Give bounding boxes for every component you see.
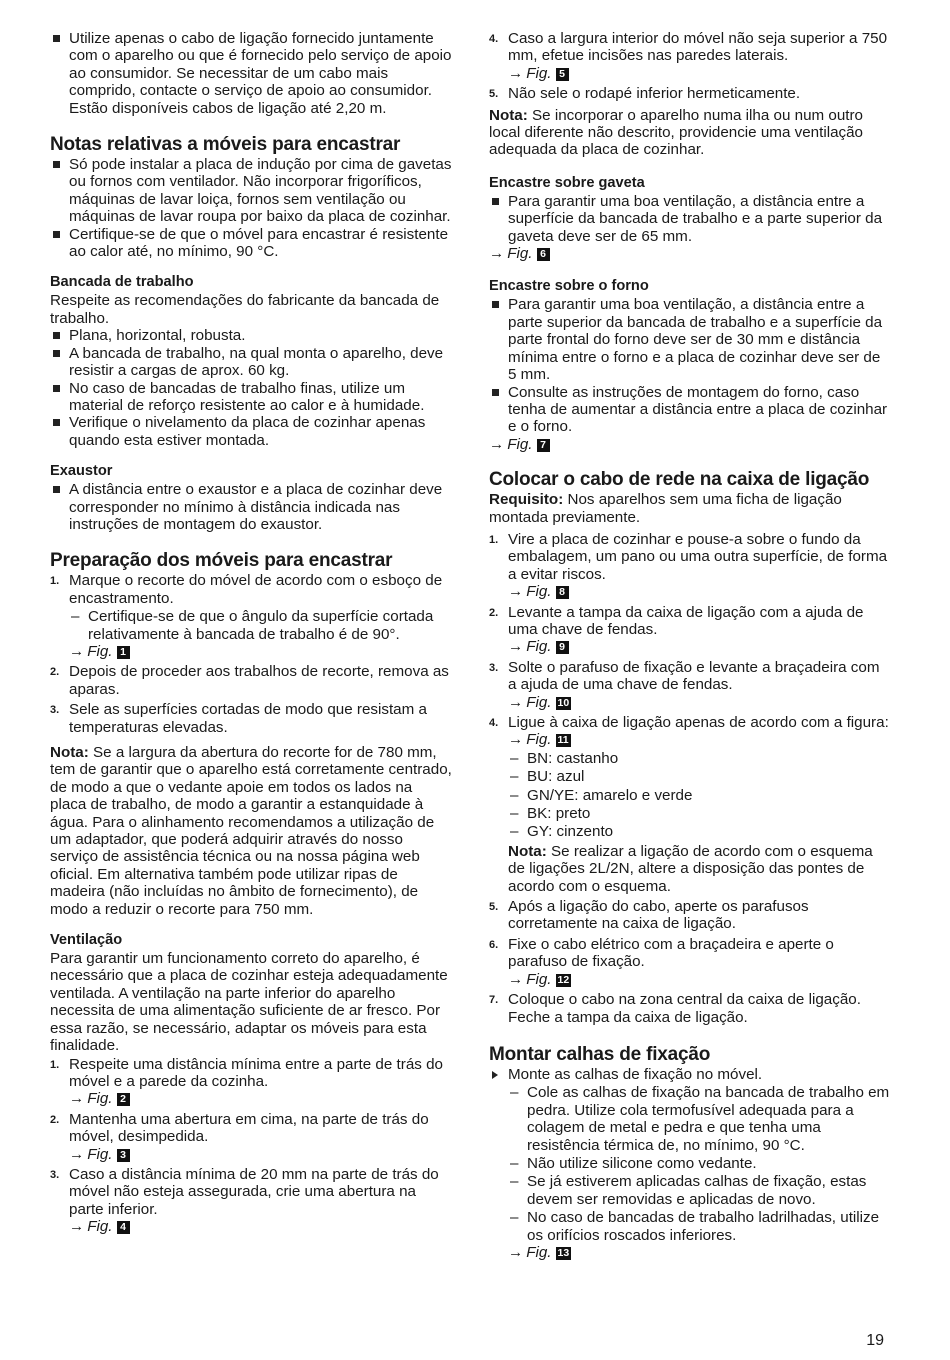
step — [489, 30, 891, 82]
figure-label: Fig. — [507, 245, 533, 263]
section-title: Notas relativas a móveis para encastrar — [50, 134, 401, 156]
section-forno — [489, 278, 891, 453]
wire-list — [508, 750, 891, 841]
figure-label: Fig. — [87, 1090, 113, 1108]
figure-ref — [489, 436, 891, 453]
step — [489, 991, 891, 1026]
left-column — [50, 30, 452, 1236]
figure-ref — [69, 1218, 452, 1235]
arrow-icon: → — [69, 1090, 85, 1108]
paragraph: Respeite as recomendações do fabricante da bancada de trabalho. — [50, 292, 440, 327]
note-label: Nota: — [50, 744, 89, 761]
step-text: Caso a largura interior do móvel não seja superior a 750 mm, efetue incisões nas paredes laterais. — [508, 30, 888, 65]
arrow-icon: → — [69, 1145, 85, 1163]
arrow-icon: → — [508, 970, 524, 988]
figure-number: 5 — [556, 68, 569, 81]
step — [50, 701, 452, 736]
figure-label: Fig. — [526, 731, 552, 749]
step-list — [50, 572, 452, 736]
arrow-icon: → — [508, 693, 524, 711]
step-number: 1. — [50, 575, 60, 588]
step-number: 7. — [489, 994, 499, 1007]
requirement-text: Nos aparelhos sem uma ficha de ligação montada previamente. — [489, 491, 842, 526]
bullet-list — [489, 193, 891, 245]
step — [489, 659, 891, 711]
step-list — [489, 30, 891, 103]
figure-ref — [69, 643, 452, 660]
step — [489, 936, 891, 988]
section-exaustor — [50, 463, 452, 533]
dash-item: – Certifique-se de que o ângulo da superfície cortada relativamente à bancada de trabalho é de 90°. — [69, 608, 452, 643]
paragraph: Para garantir um funcionamento correto do aparelho, é necessário que a placa de cozinhar esteja adequadamente ventilada. A ventilação na parte inferior do aparelho necessita de uma alimentação suficiente de ar fresco. Por essa razão, se necessário, adaptar os móveis para esta finalidade. — [50, 950, 448, 1055]
figure-ref — [508, 638, 891, 655]
figure-number: 13 — [557, 1246, 570, 1259]
step-text: Solte o parafuso de fixação e levante a braçadeira com a ajuda de uma chave de fendas. — [508, 658, 880, 694]
note-label: Nota: — [508, 842, 547, 860]
intro-list — [50, 30, 452, 117]
figure-number: 3 — [117, 1149, 130, 1162]
section-gaveta — [489, 175, 891, 263]
bullet-list — [489, 296, 891, 435]
list-item: Certifique-se de que o móvel para encastrar é resistente ao calor até, no mínimo, 90 °C. — [50, 226, 452, 261]
step-text: Marque o recorte do móvel de acordo com o esboço de encastramento. — [69, 572, 443, 607]
note — [50, 744, 452, 918]
step-text: Mantenha uma abertura em cima, na parte de trás do móvel, desimpedida. — [69, 1110, 429, 1146]
list-item: Para garantir uma boa ventilação, a distância entre a superfície da bancada de trabalho e a parte superior da gaveta deve ser de 65 mm. — [489, 193, 891, 245]
step-list — [489, 531, 891, 1026]
section-title: Colocar o cabo de rede na caixa de ligação — [489, 469, 870, 491]
arrow-icon: → — [69, 1218, 85, 1236]
figure-label: Fig. — [526, 64, 552, 82]
bullet-list — [50, 156, 452, 260]
section-preparacao — [50, 550, 452, 918]
step — [50, 1166, 452, 1236]
step-number: 1. — [50, 1058, 60, 1071]
note — [508, 843, 891, 895]
requirement-label: Requisito: — [489, 491, 564, 509]
step-text: Levante a tampa da caixa de ligação com a ajuda de uma chave de fendas. — [508, 603, 864, 638]
action-list — [489, 1066, 891, 1261]
dash-item: – Não utilize silicone como vedante. — [508, 1155, 891, 1172]
subsection-title: Encastre sobre o forno — [489, 278, 649, 295]
action-item — [489, 1066, 891, 1261]
figure-number: 1 — [117, 646, 130, 659]
step-number: 4. — [489, 33, 499, 45]
section-title: Montar calhas de fixação — [489, 1043, 711, 1065]
figure-number: 9 — [556, 641, 569, 654]
step-text: Vire a placa de cozinhar e pouse-a sobre o fundo da embalagem, um pano ou uma outra superfície, de forma a evitar riscos. — [508, 530, 888, 583]
arrow-icon: → — [508, 731, 524, 749]
dash-item: – Se já estiverem aplicadas calhas de fixação, estas devem ser removidas e aplicadas de novo. — [508, 1173, 891, 1208]
list-item: A distância entre o exaustor e a placa de cozinhar deve corresponder no mínimo à distância indicada nas instruções de montagem do exaustor. — [50, 481, 452, 533]
wire-item: – BU: azul — [508, 768, 891, 785]
requirement — [489, 491, 891, 526]
figure-ref — [508, 583, 891, 600]
right-column — [489, 30, 891, 1261]
list-item: Utilize apenas o cabo de ligação fornecido juntamente com o aparelho ou que é fornecido pelo serviço de apoio ao consumidor. Se necessitar de um cabo mais comprido, contacte o serviço de apoio ao consumidor. Estão disponíveis cabos de ligação até 2,20 m. — [50, 30, 452, 117]
step — [489, 604, 891, 656]
step-text: Não sele o rodapé inferior hermeticamente. — [508, 85, 801, 103]
step-text: Respeite uma distância mínima entre a parte de trás do móvel e a parede da cozinha. — [69, 1055, 443, 1090]
wire-item: – BK: preto — [508, 805, 891, 822]
step-text: Após a ligação do cabo, aperte os parafusos corretamente na caixa de ligação. — [508, 898, 809, 933]
figure-number: 10 — [557, 696, 570, 709]
step-list — [50, 1056, 452, 1236]
step-text: Sele as superfícies cortadas de modo que resistam a temperaturas elevadas. — [69, 701, 427, 736]
step-text: Depois de proceder aos trabalhos de recorte, remova as aparas. — [69, 663, 449, 698]
arrow-icon: → — [508, 638, 524, 656]
note-text: Se realizar a ligação de acordo com o esquema de ligações 2L/2N, altere a disposição das pontes de acordo com o esquema. — [508, 842, 873, 895]
step — [50, 663, 452, 698]
figure-ref — [508, 65, 891, 82]
step-number: 3. — [50, 1168, 60, 1181]
bullet-list — [50, 481, 452, 533]
figure-ref — [489, 245, 891, 262]
wire-item: – BN: castanho — [508, 750, 891, 767]
section-bancada — [50, 274, 452, 449]
dash-list — [69, 608, 452, 643]
subsection-title: Exaustor — [50, 463, 113, 480]
step — [50, 1056, 452, 1108]
step — [50, 1111, 452, 1163]
figure-label: Fig. — [87, 1218, 113, 1236]
step-number: 3. — [50, 704, 60, 717]
figure-ref — [69, 1090, 452, 1107]
step-number: 2. — [489, 606, 499, 619]
figure-label: Fig. — [526, 970, 552, 988]
arrow-icon: → — [508, 1243, 524, 1261]
step-number: 5. — [489, 88, 499, 101]
step-text: Caso a distância mínima de 20 mm na parte de trás do móvel não esteja assegurada, crie uma abertura na parte inferior. — [69, 1165, 439, 1218]
bullet-list — [50, 327, 452, 449]
step — [489, 898, 891, 933]
figure-label: Fig. — [87, 642, 113, 660]
wire-item: – GN/YE: amarelo e verde — [508, 787, 891, 804]
arrow-icon: → — [508, 583, 524, 601]
figure-number: 4 — [117, 1221, 130, 1234]
figure-ref — [508, 694, 891, 711]
step-number: 5. — [489, 901, 499, 914]
figure-number: 12 — [557, 973, 570, 986]
step-text: Fixe o cabo elétrico com a braçadeira e aperte o parafuso de fixação. — [508, 935, 834, 971]
step — [489, 85, 891, 102]
dash-list — [508, 1084, 891, 1244]
step — [489, 714, 891, 895]
step-number: 2. — [50, 666, 60, 679]
subsection-title: Bancada de trabalho — [50, 274, 194, 291]
section-notas — [50, 134, 452, 260]
list-item: Só pode instalar a placa de indução por cima de gavetas ou fornos com ventilador. Não incorporar frigoríficos, máquinas de lavar loiça, fornos sem ventilação ou máquinas de lavar roupa por baixo da placa de cozinhar. — [50, 156, 452, 226]
list-item: Plana, horizontal, robusta. — [50, 327, 452, 344]
section-calhas — [489, 1044, 891, 1261]
figure-ref — [69, 1146, 452, 1163]
figure-ref — [508, 1244, 891, 1261]
figure-label: Fig. — [507, 435, 533, 453]
subsection-title: Ventilação — [50, 932, 123, 949]
page-number: 19 — [866, 1332, 884, 1349]
step-text: Coloque o cabo na zona central da caixa de ligação. Feche a tampa da caixa de ligação. — [508, 991, 861, 1026]
note-text: Se a largura da abertura do recorte for de 780 mm, tem de garantir que o aparelho está corretamente centrado, de modo a que o vedante apoie em todos os lados na placa de trabalho, de modo a garantir a estanquidade à água. Para o alinhamento recomendamos a utilização de um adaptador, que poderá adquirir através do nosso serviço de assistência técnica ou na nossa página web oficial. Em alternativa também pode utilizar ripas de madeira (não incluídas no âmbito de fornecimento), de modo a reduzir o recorte para 750 mm. — [50, 744, 452, 918]
section-cabo — [489, 469, 891, 1026]
action-text: Monte as calhas de fixação no móvel. — [508, 1065, 763, 1083]
arrow-icon: → — [489, 245, 505, 263]
dash-item: – Cole as calhas de fixação na bancada de trabalho em pedra. Utilize cola termofusível adequada para a colagem de metal e pedra e que tenha uma resistência térmica de, no mínimo, 90 °C. — [508, 1084, 891, 1154]
figure-ref — [508, 971, 891, 988]
figure-number: 8 — [556, 586, 569, 599]
step — [50, 572, 452, 660]
step — [489, 531, 891, 601]
list-item: Verifique o nivelamento da placa de cozinhar apenas quando esta estiver montada. — [50, 414, 452, 449]
wire-item: – GY: cinzento — [508, 823, 891, 840]
figure-label: Fig. — [526, 693, 552, 711]
figure-label: Fig. — [526, 1243, 552, 1261]
list-item: Para garantir uma boa ventilação, a distância entre a parte superior da bancada de trabalho e a superfície da parte frontal do forno deve ser de 30 mm e distância mínima entre o forno e a placa de cozinhar deve ser de 5 mm. — [489, 296, 891, 383]
list-item: No caso de bancadas de trabalho finas, utilize um material de reforço resistente ao calor e à humidade. — [50, 380, 452, 415]
step-number: 4. — [489, 717, 499, 729]
note-label: Nota: — [489, 106, 528, 124]
section-title: Preparação dos móveis para encastrar — [50, 550, 393, 572]
note-text: Se incorporar o aparelho numa ilha ou num outro local diferente não descrito, providencie uma ventilação adequada da placa de cozinhar. — [489, 106, 863, 159]
step-number: 3. — [489, 661, 499, 674]
section-ventilacao — [50, 932, 452, 1236]
figure-number: 2 — [117, 1093, 130, 1106]
figure-number: 11 — [557, 734, 569, 747]
dash-item: – No caso de bancadas de trabalho ladrilhadas, utilize os orifícios roscados inferiores. — [508, 1209, 891, 1244]
arrow-icon: → — [508, 64, 524, 82]
list-item: Consulte as instruções de montagem do forno, caso tenha de aumentar a distância entre a placa de cozinhar e o forno. — [489, 384, 891, 436]
figure-label: Fig. — [87, 1145, 113, 1163]
figure-number: 7 — [537, 439, 550, 452]
list-item: A bancada de trabalho, na qual monta o aparelho, deve resistir a cargas de aprox. 60 kg. — [50, 345, 452, 380]
arrow-icon: → — [489, 435, 505, 453]
step-number: 1. — [489, 533, 499, 546]
step-text: Ligue à caixa de ligação apenas de acordo com a figura: — [508, 714, 889, 731]
step-number: 2. — [50, 1113, 60, 1126]
step-number: 6. — [489, 938, 499, 951]
figure-ref — [508, 731, 891, 748]
note — [489, 107, 891, 159]
figure-label: Fig. — [526, 638, 552, 656]
arrow-icon: → — [69, 642, 85, 660]
subsection-title: Encastre sobre gaveta — [489, 174, 645, 191]
figure-label: Fig. — [526, 583, 552, 601]
figure-number: 6 — [537, 248, 550, 261]
